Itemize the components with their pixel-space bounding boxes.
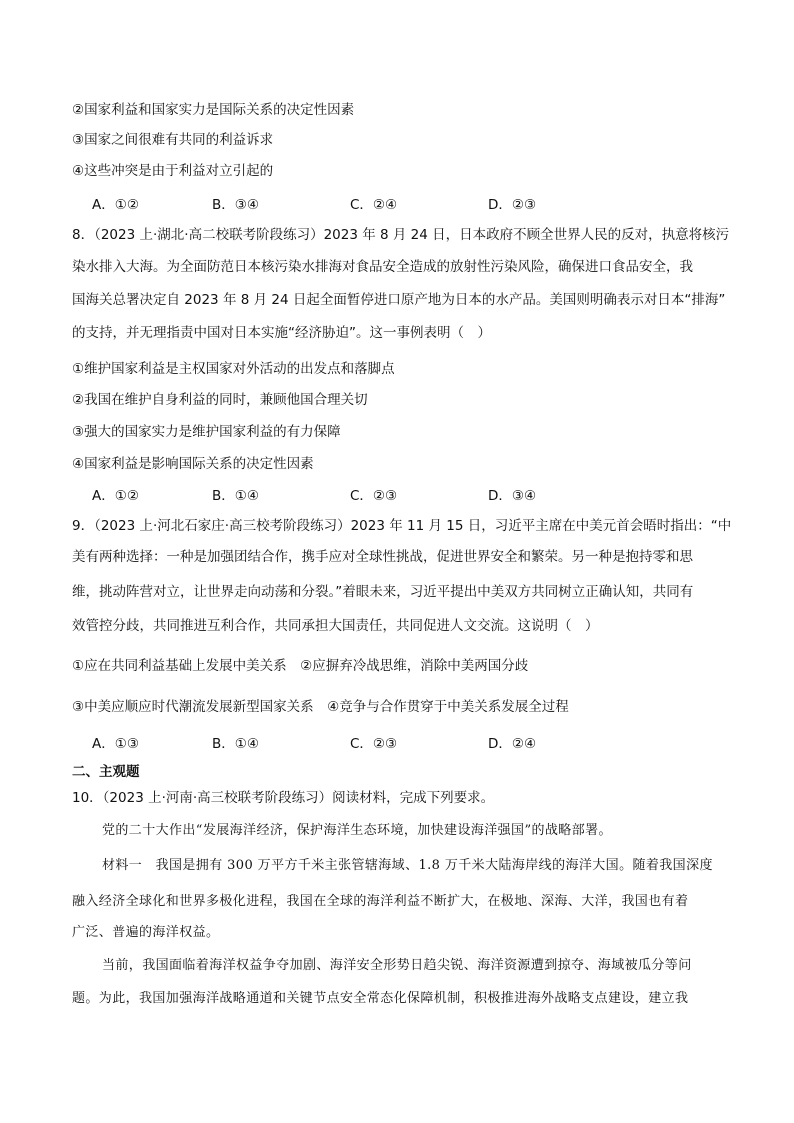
q10-material-intro: 党的二十大作出“发展海洋经济，保护海洋生态环境，加快建设海洋强国”的战略部署。	[102, 823, 612, 838]
q7-item-2: ②国家利益和国家实力是国际关系的决定性因素	[72, 102, 355, 118]
q8-stem-line-3: 国海关总署决定自 2023 年 8 月 24 日起全面暂停进口原产地为日本的水产品。美国则明确表示对日本“排海”	[72, 292, 726, 308]
q10-material-line-5: 题。为此，我国加强海洋战略通道和关键节点安全常态化保障机制，积极推进海外战略支点建设，建立我	[72, 991, 689, 1006]
q8-item-1: ①维护国家利益是主权国家对外活动的出发点和落脚点	[72, 361, 395, 377]
q7-option-a[interactable]: A．①②	[92, 197, 139, 213]
q8-stem-line-2: 染水排入大海。为全面防范日本核污染水排海对食品安全造成的放射性污染风险，确保进口食品安全，我	[72, 259, 693, 275]
q9-stem-line-3: 维，挑动阵营对立，让世界走向动荡和分裂。”着眼未来，习近平提出中美双方共同树立正确认知，共同有	[72, 584, 694, 600]
q7-item-3: ③国家之间很难有共同的利益诉求	[72, 132, 274, 148]
q10-stem: 10．（2023 上·河南·高三校联考阶段练习）阅读材料，完成下列要求。	[72, 790, 495, 806]
q10-material-line-1: 材料一 我国是拥有 300 万平方千米主张管辖海域、1.8 万千米大陆海岸线的海洋大国。随着我国深度	[102, 858, 713, 873]
q8-option-a[interactable]: A．①②	[92, 488, 139, 504]
q9-stem-line-2: 美有两种选择：一种是加强团结合作，携手应对全球性挑战，促进世界安全和繁荣。另一种是抱持零和思	[72, 549, 693, 565]
q9-items-row-2: ③中美应顺应时代潮流发展新型国家关系 ④竞争与合作贯穿于中美关系发展全过程	[72, 699, 569, 715]
q7-option-c[interactable]: C．②④	[350, 197, 398, 213]
q7-option-d[interactable]: D．②③	[488, 197, 537, 213]
q8-option-c[interactable]: C．②③	[350, 488, 398, 504]
q7-option-b[interactable]: B．③④	[212, 197, 259, 213]
q8-item-2: ②我国在维护自身利益的同时，兼顾他国合理关切	[72, 392, 368, 408]
section-heading: 二、主观题	[72, 764, 140, 780]
q9-stem-line-1: 9．（2023 上·河北石家庄·高三校考阶段练习）2023 年 11 月 15 日，习近平主席在中美元首会晤时指出：“中	[72, 518, 732, 534]
q8-option-b[interactable]: B．①④	[212, 488, 259, 504]
q10-material-line-3: 广泛、普遍的海洋权益。	[72, 925, 220, 940]
q7-item-4: ④这些冲突是由于利益对立引起的	[72, 163, 274, 179]
q9-option-d[interactable]: D．②④	[488, 736, 537, 752]
q8-stem-line-1: 8．（2023 上·湖北·高二校联考阶段练习）2023 年 8 月 24 日，日本政府不顾全世界人民的反对，执意将核污	[72, 227, 730, 243]
q8-stem-line-4: 的支持，并无理指责中国对日本实施“经济胁迫”。这一事例表明（ ）	[72, 325, 491, 341]
q9-option-b[interactable]: B．①④	[212, 736, 259, 752]
q9-stem-line-4: 效管控分歧，共同推进互利合作，共同承担大国责任，共同促进人文交流。这说明（ ）	[72, 618, 599, 634]
q10-material-line-4: 当前，我国面临着海洋权益争夺加剧、海洋安全形势日趋尖锐、海洋资源遭到掠夺、海域被瓜分等问	[102, 958, 692, 973]
q10-material-line-2: 融入经济全球化和世界多极化进程，我国在全球的海洋利益不断扩大，在极地、深海、大洋，我国也有着	[72, 894, 689, 909]
q8-item-3: ③强大的国家实力是维护国家利益的有力保障	[72, 424, 341, 440]
q8-item-4: ④国家利益是影响国际关系的决定性因素	[72, 456, 314, 472]
q9-option-c[interactable]: C．②③	[350, 736, 398, 752]
q9-items-row-1: ①应在共同利益基础上发展中美关系 ②应摒弃冷战思维，消除中美两国分歧	[72, 658, 529, 674]
q9-option-a[interactable]: A．①③	[92, 736, 139, 752]
q8-option-d[interactable]: D．③④	[488, 488, 537, 504]
